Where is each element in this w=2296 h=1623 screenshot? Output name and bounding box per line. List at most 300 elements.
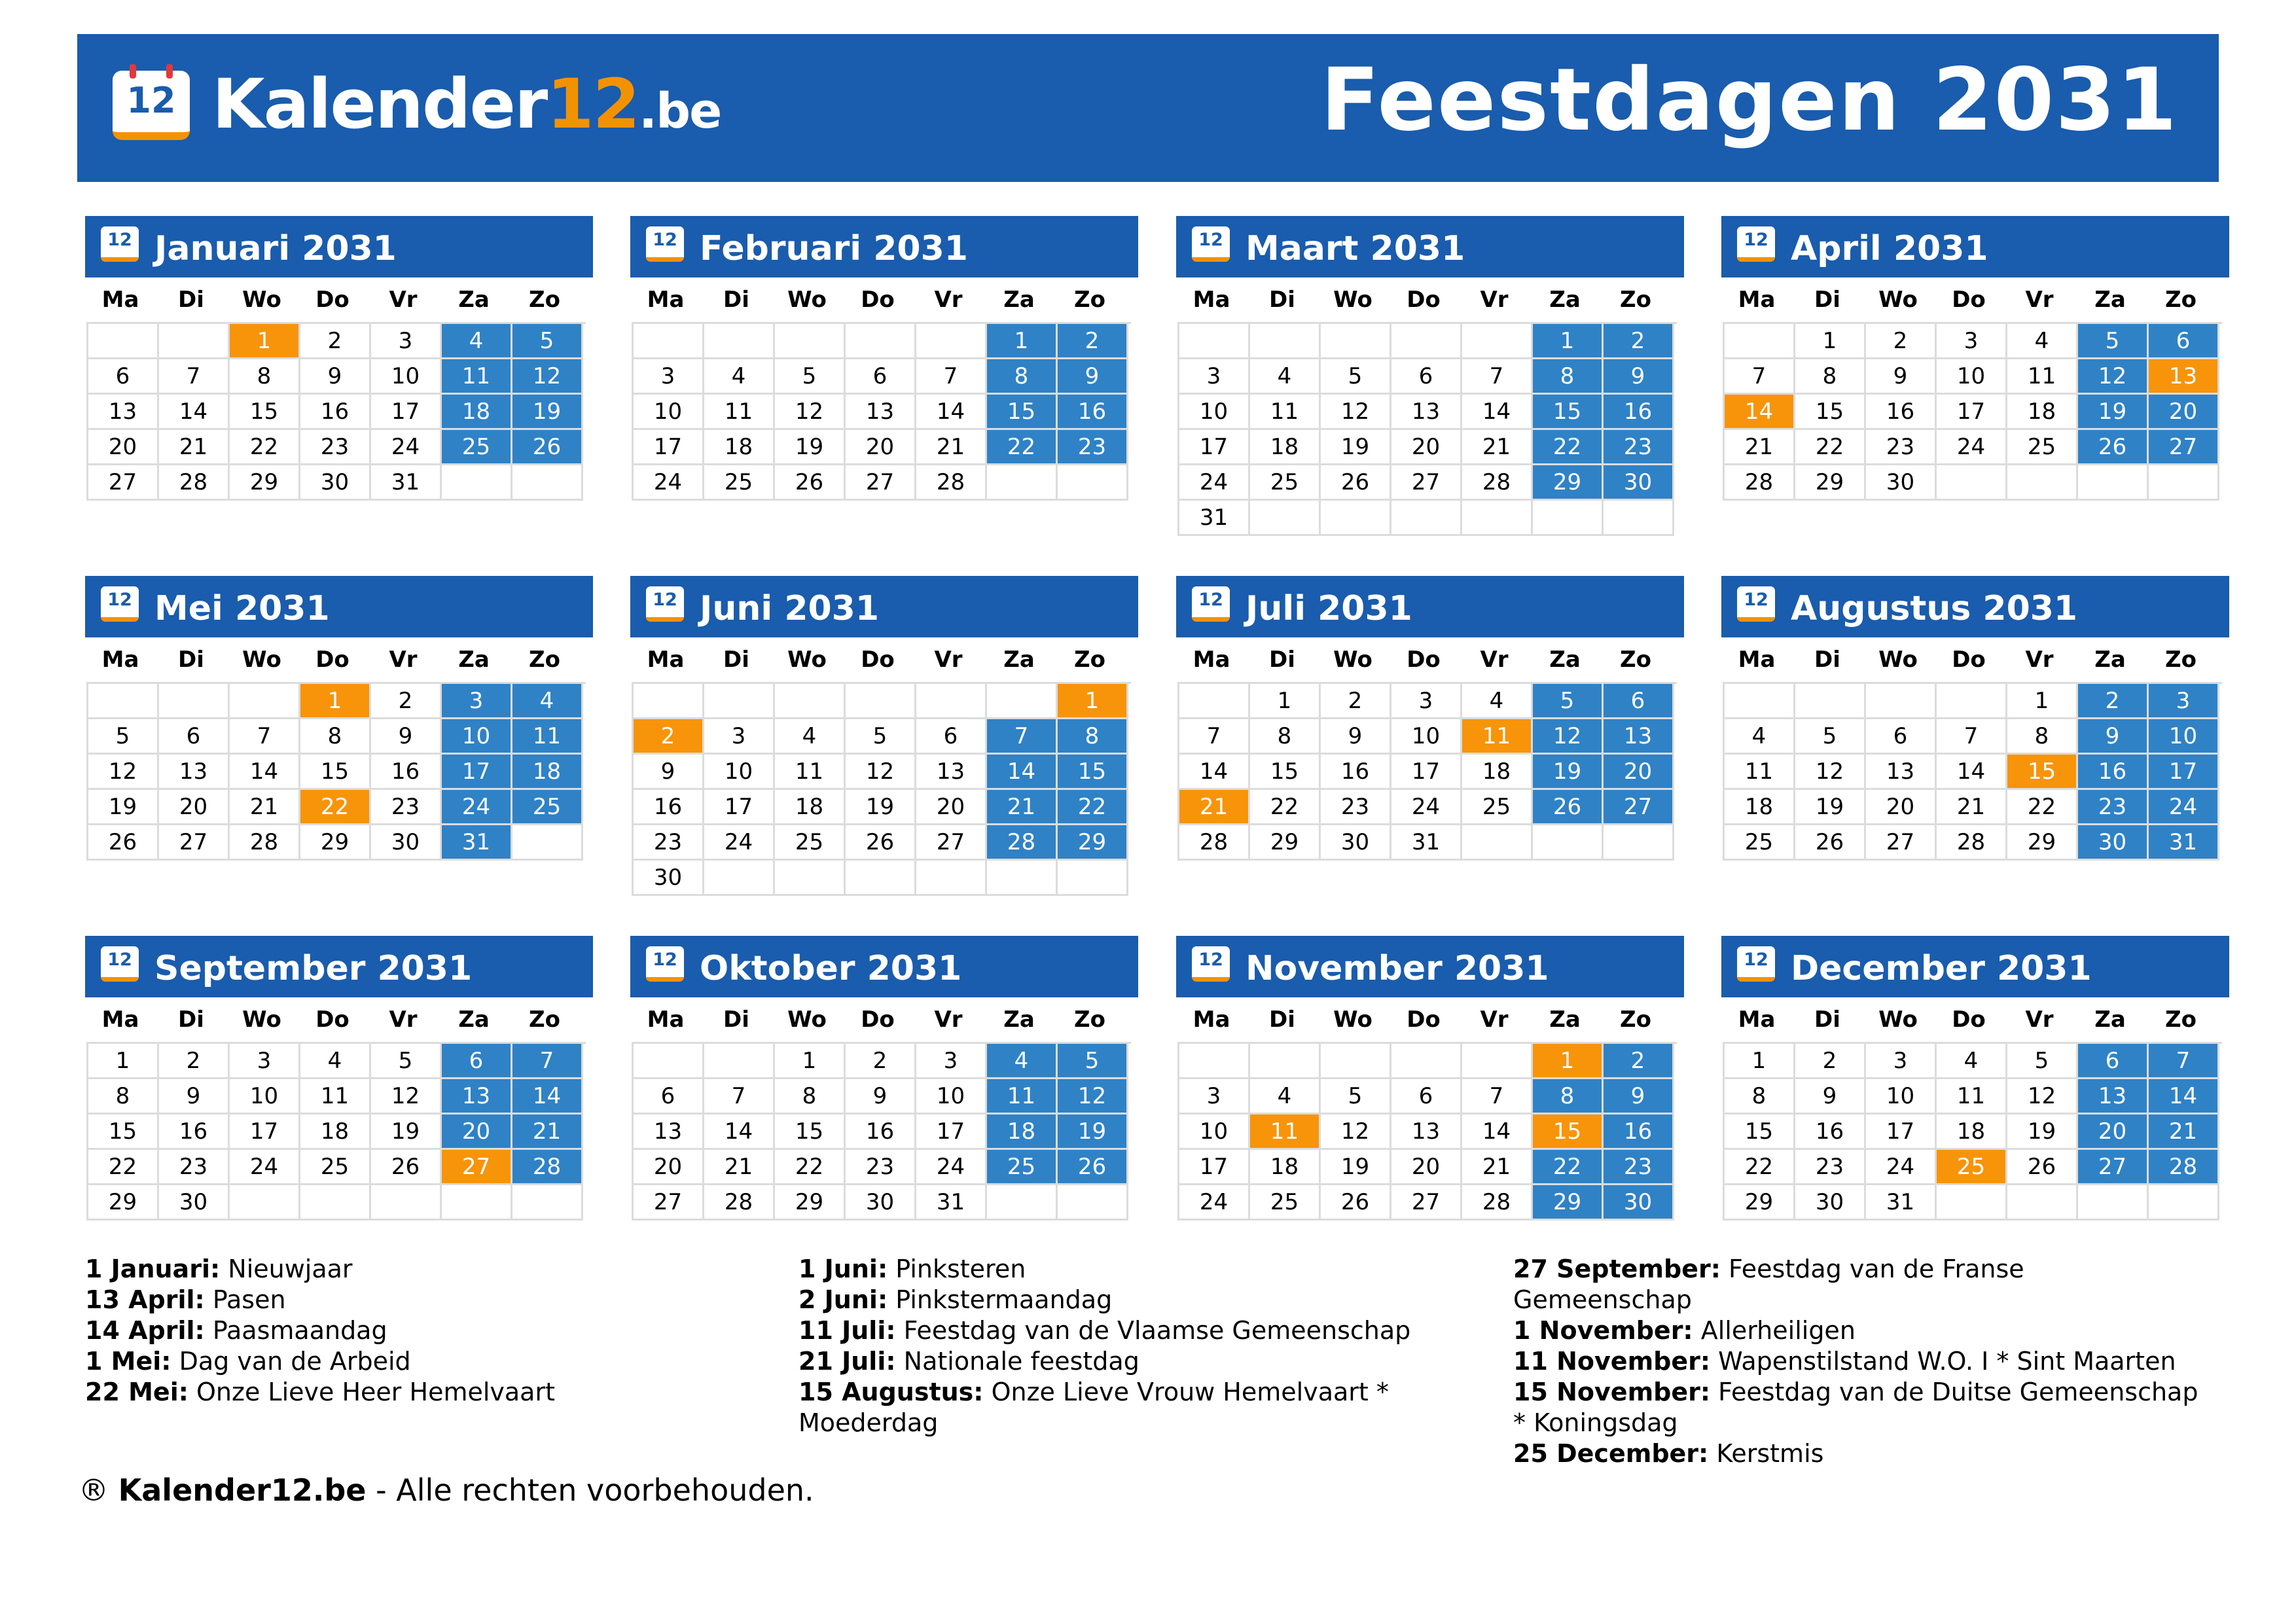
day-cell: 14 [230, 755, 300, 790]
calendar-icon-number: 12 [107, 230, 132, 250]
day-cell: 2 [300, 324, 371, 359]
empty-day-cell [1462, 825, 1533, 861]
day-cell: 24 [442, 790, 512, 825]
day-cell: 15 [1725, 1115, 1795, 1150]
empty-day-cell [1462, 501, 1533, 536]
weekday-label: Zo [1073, 287, 1105, 313]
weekday-label: Di [1269, 287, 1295, 313]
day-cell: 20 [2078, 1115, 2149, 1150]
weekday-label: Vr [934, 1007, 963, 1033]
day-cell: 30 [1795, 1185, 1866, 1221]
day-cell: 23 [371, 790, 442, 825]
day-grid [86, 1042, 586, 1221]
empty-day-cell [442, 1185, 512, 1221]
day-cell: 21 [987, 790, 1058, 825]
day-cell: 9 [846, 1079, 916, 1115]
day-cell: 23 [1321, 790, 1391, 825]
day-cell: 4 [775, 719, 846, 755]
holiday-date: 15 November: [1513, 1378, 1711, 1406]
day-cell: 31 [1179, 501, 1250, 536]
day-cell: 21 [1937, 790, 2007, 825]
day-cell: 10 [916, 1079, 987, 1115]
day-cell: 19 [1795, 790, 1866, 825]
calendar-logo-icon [113, 71, 190, 140]
empty-day-cell [1250, 1044, 1321, 1079]
day-cell: 3 [916, 1044, 987, 1079]
empty-day-cell [230, 684, 300, 719]
day-cell: 20 [2149, 395, 2219, 430]
empty-day-cell [704, 684, 775, 719]
day-cell: 21 [916, 430, 987, 465]
month-header [85, 576, 593, 637]
day-cell: 22 [1725, 1150, 1795, 1185]
month-header [630, 216, 1138, 277]
weekday-label: Di [1814, 1007, 1840, 1033]
day-cell: 27 [1391, 1185, 1462, 1221]
day-cell: 2 [371, 684, 442, 719]
month-header [630, 936, 1138, 997]
day-cell: 3 [230, 1044, 300, 1079]
month-title: Augustus 2031 [1791, 589, 2078, 628]
day-cell: 23 [159, 1150, 230, 1185]
day-cell: 24 [1179, 1185, 1250, 1221]
day-grid [1723, 1042, 2222, 1221]
day-cell: 12 [1533, 719, 1604, 755]
day-cell: 15 [300, 755, 371, 790]
day-cell: 3 [442, 684, 512, 719]
day-cell: 1 [987, 324, 1058, 359]
weekday-header-row [1721, 637, 2229, 682]
calendar-ring [130, 64, 136, 79]
day-cell: 15 [230, 395, 300, 430]
day-cell: 7 [916, 359, 987, 395]
holiday-entry [1513, 1254, 2207, 1315]
day-cell: 5 [1321, 359, 1391, 395]
day-cell: 9 [1866, 359, 1937, 395]
day-cell: 12 [2078, 359, 2149, 395]
holiday-date: 2 Juni: [798, 1285, 888, 1314]
day-cell: 28 [1462, 465, 1533, 501]
weekday-label: Vr [934, 647, 963, 673]
calendar-icon [646, 586, 684, 622]
day-cell: 26 [1321, 465, 1391, 501]
weekday-label: Vr [1480, 1007, 1509, 1033]
day-cell: 15 [1533, 395, 1604, 430]
day-cell: 17 [442, 755, 512, 790]
day-cell: 22 [2007, 790, 2078, 825]
day-cell: 6 [916, 719, 987, 755]
empty-day-cell [1179, 684, 1250, 719]
holiday-name: Kerstmis [1716, 1439, 1824, 1468]
day-cell: 29 [1058, 825, 1128, 861]
day-cell: 15 [2007, 755, 2078, 790]
empty-day-cell [846, 861, 916, 896]
day-cell: 10 [1179, 395, 1250, 430]
weekday-label: Vr [389, 287, 418, 313]
weekday-label: Zo [2164, 647, 2197, 673]
day-cell: 13 [88, 395, 159, 430]
day-cell: 9 [2078, 719, 2149, 755]
day-cell: 5 [775, 359, 846, 395]
calendar-icon-number: 12 [1744, 230, 1768, 250]
day-cell: 23 [1058, 430, 1128, 465]
day-grid [1723, 682, 2222, 861]
day-cell: 25 [987, 1150, 1058, 1185]
day-cell: 11 [1250, 1115, 1321, 1150]
weekday-label: Zo [528, 647, 560, 673]
holiday-column [798, 1254, 1492, 1438]
weekday-label: Za [1549, 647, 1581, 673]
holiday-name: Onze Lieve Heer Hemelvaart [196, 1378, 555, 1406]
day-cell: 13 [916, 755, 987, 790]
calendar-icon-number: 12 [1198, 230, 1223, 250]
day-cell: 23 [1604, 1150, 1674, 1185]
empty-day-cell [1058, 465, 1128, 501]
weekday-label: Di [1269, 1007, 1295, 1033]
holiday-date: 27 September: [1513, 1255, 1721, 1283]
weekday-label: Wo [787, 647, 827, 673]
calendar-icon-number: 12 [107, 590, 132, 610]
month-calendar [1176, 576, 1684, 861]
day-cell: 29 [775, 1185, 846, 1221]
holiday-name: Feestdag van de Vlaamse Gemeenschap [903, 1316, 1411, 1345]
day-cell: 11 [775, 755, 846, 790]
day-cell: 7 [1725, 359, 1795, 395]
day-cell: 7 [987, 719, 1058, 755]
day-cell: 4 [2007, 324, 2078, 359]
holiday-date: 22 Mei: [85, 1378, 188, 1406]
weekday-label: Zo [2164, 1007, 2197, 1033]
weekday-label: Vr [934, 287, 963, 313]
logo-text[interactable] [212, 64, 721, 144]
day-cell: 6 [1391, 1079, 1462, 1115]
holiday-date: 15 Augustus: [798, 1378, 984, 1406]
day-cell: 14 [987, 755, 1058, 790]
registered-symbol: ® [79, 1472, 109, 1508]
day-cell: 10 [1391, 719, 1462, 755]
day-cell: 22 [1250, 790, 1321, 825]
day-cell: 16 [2078, 755, 2149, 790]
day-cell: 3 [2149, 684, 2219, 719]
day-cell: 8 [1250, 719, 1321, 755]
day-cell: 28 [1462, 1185, 1533, 1221]
day-cell: 12 [846, 755, 916, 790]
holiday-name: Wapenstilstand W.O. I * Sint Maarten [1718, 1347, 2176, 1376]
day-cell: 24 [916, 1150, 987, 1185]
logo-name-c: .be [639, 83, 721, 139]
day-grid [632, 322, 1131, 501]
day-cell: 14 [159, 395, 230, 430]
day-cell: 21 [2149, 1115, 2219, 1150]
day-cell: 20 [159, 790, 230, 825]
weekday-label: Za [1003, 1007, 1035, 1033]
day-cell: 25 [442, 430, 512, 465]
day-cell: 24 [1937, 430, 2007, 465]
day-cell: 1 [88, 1044, 159, 1079]
empty-day-cell [512, 1185, 583, 1221]
calendar-icon-number: 12 [1198, 950, 1223, 970]
day-cell: 18 [775, 790, 846, 825]
empty-day-cell [775, 861, 846, 896]
day-cell: 15 [775, 1115, 846, 1150]
day-cell: 7 [2149, 1044, 2219, 1079]
day-cell: 23 [1795, 1150, 1866, 1185]
day-cell: 9 [159, 1079, 230, 1115]
empty-day-cell [1058, 861, 1128, 896]
day-cell: 17 [1391, 755, 1462, 790]
day-cell: 16 [846, 1115, 916, 1150]
weekday-label: Ma [1738, 287, 1776, 313]
empty-day-cell [1725, 684, 1795, 719]
day-grid [1723, 322, 2222, 501]
calendar-icon [101, 586, 139, 622]
weekday-header-row [630, 277, 1138, 322]
day-cell: 22 [1533, 430, 1604, 465]
empty-day-cell [159, 324, 230, 359]
day-cell: 8 [987, 359, 1058, 395]
weekday-label: Wo [242, 1007, 281, 1033]
day-cell: 12 [1795, 755, 1866, 790]
day-cell: 22 [1533, 1150, 1604, 1185]
footer-text: - Alle rechten voorbehouden. [366, 1472, 814, 1508]
day-cell: 2 [1795, 1044, 1866, 1079]
day-cell: 1 [300, 684, 371, 719]
empty-day-cell [512, 825, 583, 861]
day-cell: 28 [987, 825, 1058, 861]
empty-day-cell [371, 1185, 442, 1221]
day-cell: 17 [1866, 1115, 1937, 1150]
day-cell: 25 [775, 825, 846, 861]
day-cell: 25 [300, 1150, 371, 1185]
empty-day-cell [1179, 1044, 1250, 1079]
day-cell: 7 [512, 1044, 583, 1079]
holiday-date: 13 April: [85, 1285, 205, 1314]
empty-day-cell [1391, 324, 1462, 359]
weekday-label: Vr [2025, 287, 2054, 313]
day-cell: 18 [1250, 1150, 1321, 1185]
day-cell: 4 [1250, 359, 1321, 395]
day-cell: 14 [1462, 1115, 1533, 1150]
weekday-label: Za [1549, 1007, 1581, 1033]
empty-day-cell [1179, 324, 1250, 359]
day-cell: 28 [512, 1150, 583, 1185]
day-cell: 29 [1533, 1185, 1604, 1221]
day-cell: 23 [846, 1150, 916, 1185]
day-cell: 11 [1250, 395, 1321, 430]
empty-day-cell [704, 324, 775, 359]
day-cell: 13 [846, 395, 916, 430]
empty-day-cell [1321, 324, 1391, 359]
weekday-label: Vr [389, 647, 418, 673]
weekday-header-row [1176, 277, 1684, 322]
calendar-icon [101, 226, 139, 262]
day-cell: 25 [1250, 1185, 1321, 1221]
day-cell: 18 [1725, 790, 1795, 825]
day-cell: 13 [1391, 1115, 1462, 1150]
day-cell: 27 [1391, 465, 1462, 501]
weekday-label: Zo [528, 1007, 560, 1033]
day-cell: 27 [846, 465, 916, 501]
day-cell: 3 [1866, 1044, 1937, 1079]
day-cell: 11 [987, 1079, 1058, 1115]
month-header [85, 936, 593, 997]
weekday-header-row [85, 637, 593, 682]
empty-day-cell [775, 324, 846, 359]
holiday-date: 1 Mei: [85, 1347, 171, 1376]
day-cell: 16 [300, 395, 371, 430]
day-cell: 14 [704, 1115, 775, 1150]
day-cell: 1 [1533, 1044, 1604, 1079]
weekday-label: Za [458, 1007, 490, 1033]
empty-day-cell [2078, 1185, 2149, 1221]
empty-day-cell [916, 684, 987, 719]
weekday-label: Di [178, 287, 204, 313]
calendar-icon [646, 226, 684, 262]
empty-day-cell [846, 684, 916, 719]
day-cell: 17 [371, 395, 442, 430]
day-cell: 1 [1250, 684, 1321, 719]
page-title: Feestdagen 2031 [1320, 50, 2178, 151]
day-cell: 4 [987, 1044, 1058, 1079]
day-cell: 20 [1866, 790, 1937, 825]
empty-day-cell [987, 684, 1058, 719]
month-calendar [630, 576, 1138, 896]
day-cell: 2 [2078, 684, 2149, 719]
holiday-date: 11 Juli: [798, 1316, 896, 1345]
day-cell: 31 [2149, 825, 2219, 861]
day-cell: 18 [300, 1115, 371, 1150]
weekday-label: Vr [2025, 647, 2054, 673]
day-cell: 1 [1795, 324, 1866, 359]
day-cell: 11 [1937, 1079, 2007, 1115]
footer-brand[interactable]: Kalender12.be [118, 1472, 367, 1508]
weekday-label: Di [178, 1007, 204, 1033]
day-cell: 3 [1391, 684, 1462, 719]
day-cell: 1 [2007, 684, 2078, 719]
day-cell: 19 [371, 1115, 442, 1150]
empty-day-cell [300, 1185, 371, 1221]
weekday-label: Do [1952, 647, 1986, 673]
weekday-label: Ma [647, 287, 685, 313]
weekday-label: Za [2094, 1007, 2126, 1033]
day-cell: 26 [1058, 1150, 1128, 1185]
day-cell: 10 [1179, 1115, 1250, 1150]
day-cell: 26 [775, 465, 846, 501]
day-grid [1177, 682, 1677, 861]
day-cell: 6 [846, 359, 916, 395]
day-cell: 17 [230, 1115, 300, 1150]
day-cell: 27 [88, 465, 159, 501]
day-cell: 11 [2007, 359, 2078, 395]
day-cell: 11 [704, 395, 775, 430]
day-cell: 4 [442, 324, 512, 359]
day-cell: 2 [846, 1044, 916, 1079]
weekday-label: Di [723, 287, 749, 313]
day-cell: 12 [775, 395, 846, 430]
day-cell: 24 [1179, 465, 1250, 501]
weekday-label: Di [723, 1007, 749, 1033]
holiday-name: Nationale feestdag [903, 1347, 1139, 1376]
weekday-label: Do [1407, 287, 1441, 313]
empty-day-cell [1795, 684, 1866, 719]
empty-day-cell [634, 684, 704, 719]
day-grid [1177, 322, 1677, 536]
day-cell: 30 [846, 1185, 916, 1221]
day-cell: 5 [2007, 1044, 2078, 1079]
day-cell: 30 [2078, 825, 2149, 861]
empty-day-cell [88, 324, 159, 359]
day-cell: 26 [371, 1150, 442, 1185]
day-cell: 14 [1462, 395, 1533, 430]
day-cell: 11 [512, 719, 583, 755]
day-cell: 28 [916, 465, 987, 501]
month-calendar [85, 216, 593, 501]
day-cell: 9 [1058, 359, 1128, 395]
day-cell: 30 [1604, 1185, 1674, 1221]
day-cell: 10 [371, 359, 442, 395]
day-cell: 6 [88, 359, 159, 395]
day-cell: 13 [634, 1115, 704, 1150]
holiday-date: 11 November: [1513, 1347, 1711, 1376]
weekday-header-row [630, 637, 1138, 682]
day-cell: 21 [1725, 430, 1795, 465]
holiday-date: 14 April: [85, 1316, 205, 1345]
weekday-label: Di [723, 647, 749, 673]
day-cell: 10 [1866, 1079, 1937, 1115]
day-cell: 12 [1321, 1115, 1391, 1150]
month-calendar [1721, 216, 2229, 501]
weekday-label: Wo [787, 1007, 827, 1033]
weekday-label: Za [458, 647, 490, 673]
day-cell: 8 [300, 719, 371, 755]
empty-day-cell [2149, 1185, 2219, 1221]
empty-day-cell [1462, 324, 1533, 359]
weekday-label: Wo [1333, 287, 1372, 313]
holiday-entry [798, 1315, 1492, 1346]
day-cell: 29 [1725, 1185, 1795, 1221]
day-cell: 1 [775, 1044, 846, 1079]
holiday-entry [85, 1346, 779, 1377]
calendar-icon-number: 12 [107, 950, 132, 970]
month-title: Mei 2031 [154, 589, 330, 628]
weekday-label: Wo [1333, 647, 1372, 673]
month-header [630, 576, 1138, 637]
day-cell: 24 [634, 465, 704, 501]
day-cell: 26 [512, 430, 583, 465]
day-cell: 26 [2078, 430, 2149, 465]
month-title: Oktober 2031 [700, 949, 962, 988]
day-cell: 9 [634, 755, 704, 790]
month-title: September 2031 [154, 949, 473, 988]
day-cell: 26 [1795, 825, 1866, 861]
weekday-label: Zo [2164, 287, 2197, 313]
day-cell: 2 [1058, 324, 1128, 359]
weekday-label: Vr [2025, 1007, 2054, 1033]
day-cell: 25 [1937, 1150, 2007, 1185]
day-cell: 8 [1058, 719, 1128, 755]
empty-day-cell [1462, 1044, 1533, 1079]
header-banner [77, 34, 2219, 182]
day-cell: 19 [1321, 430, 1391, 465]
day-cell: 28 [1725, 465, 1795, 501]
day-grid [86, 322, 586, 501]
holiday-entry [798, 1254, 1492, 1285]
empty-day-cell [1058, 1185, 1128, 1221]
day-cell: 20 [88, 430, 159, 465]
holiday-entry [85, 1377, 779, 1408]
weekday-label: Zo [1073, 647, 1105, 673]
day-cell: 13 [1866, 755, 1937, 790]
